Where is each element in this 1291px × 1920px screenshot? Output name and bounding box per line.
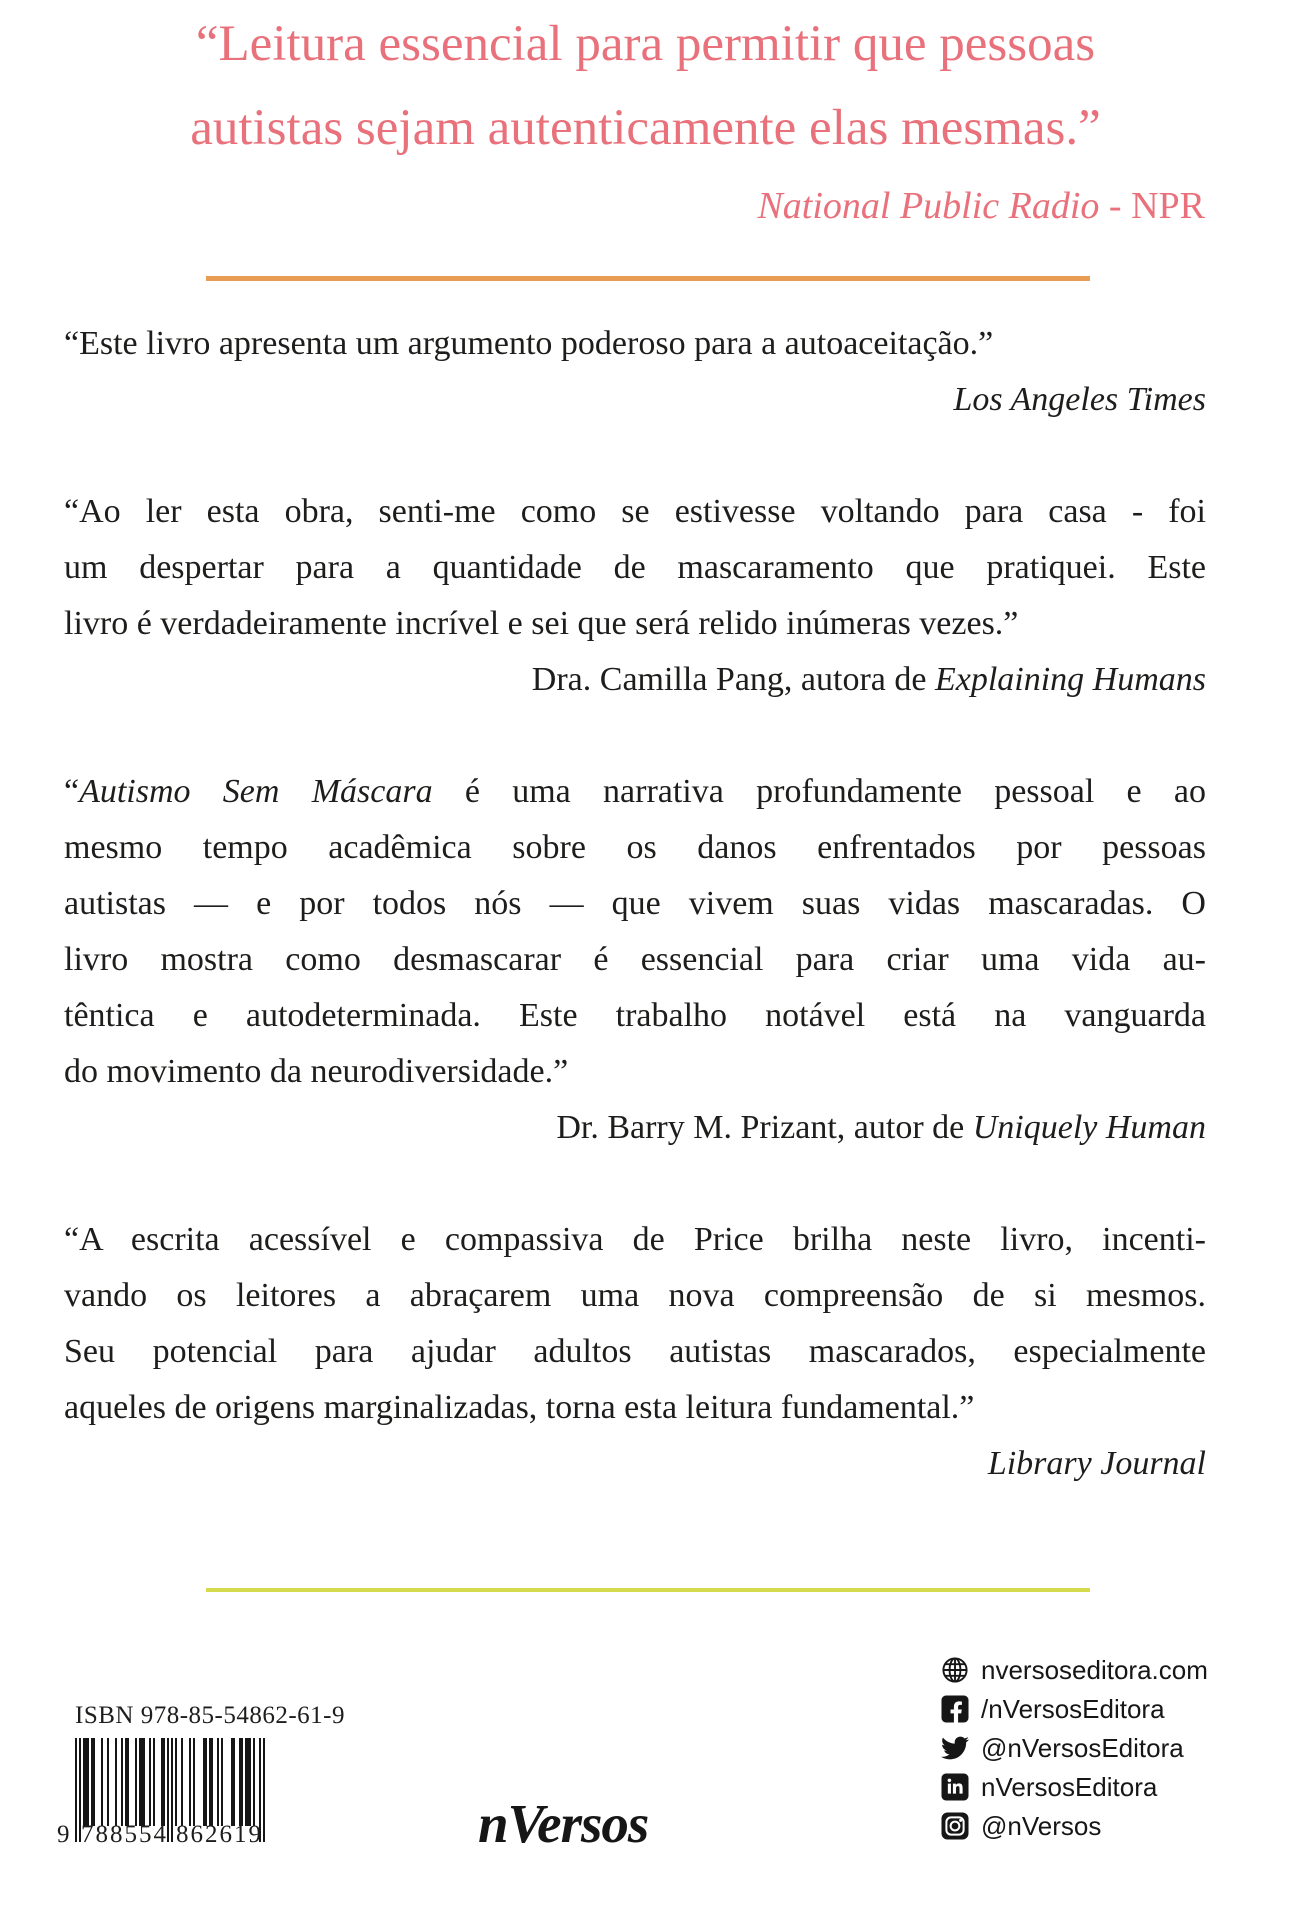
text-line: um despertar para a quantidade de mascaramento que pratiquei. Este (64, 549, 1206, 586)
text-line: autistas sejam autenticamente elas mesmas.” (190, 100, 1101, 156)
text-line: “Ao ler esta obra, senti-me como se estivesse voltando para casa - foi (64, 493, 1206, 530)
quote-text (64, 316, 1206, 372)
social-row-website (941, 1656, 1208, 1684)
isbn-label: ISBN 978-85-54862-61-9 (75, 1702, 346, 1729)
quote-attribution: Dra. Camilla Pang, autora de Explaining Humans (531, 661, 1206, 698)
quote-attribution: Library Journal (987, 1445, 1206, 1482)
barcode-digits (57, 1822, 267, 1848)
facebook-icon (941, 1695, 969, 1723)
text-line: aqueles de origens marginalizadas, torna esta leitura fundamental.” (64, 1389, 975, 1426)
quote-barry-prizant (64, 764, 1206, 1156)
text-line: “Autismo Sem Máscara é uma narrativa profundamente pessoal e ao (64, 773, 1207, 810)
social-label: /nVersosEditora (981, 1694, 1165, 1724)
barcode-digit-group: 9 (57, 1821, 70, 1848)
social-label: @nVersosEditora (981, 1733, 1184, 1763)
quote-attribution: Dr. Barry M. Prizant, autor de Uniquely Human (556, 1109, 1206, 1146)
divider-yellow (206, 1588, 1090, 1592)
publisher-logo: nVersos (478, 1793, 649, 1854)
text-line: “Este livro apresenta um argumento poderoso para a autoaceitação.” (64, 325, 994, 362)
social-row-linkedin (941, 1773, 1208, 1801)
text-line: Seu potencial para ajudar adultos autistas mascarados, especialmente (64, 1333, 1206, 1370)
quote-la-times (64, 316, 1206, 428)
quote-camilla-pang (64, 484, 1206, 708)
social-row-facebook (941, 1695, 1208, 1723)
quote-library-journal (64, 1212, 1206, 1492)
quote-text (64, 1212, 1206, 1436)
quote-attribution: Los Angeles Times (953, 381, 1206, 418)
text-line: vando os leitores a abraçarem uma nova compreensão de si mesmos. (64, 1277, 1206, 1314)
text-line: “Leitura essencial para permitir que pessoas (195, 16, 1096, 72)
social-row-twitter (941, 1734, 1208, 1762)
text-line: livro é verdadeiramente incrível e sei que será relido inúmeras vezes.” (64, 605, 1019, 642)
social-label: nversoseditora.com (981, 1655, 1208, 1685)
quote-text (64, 764, 1206, 1100)
barcode-digit-group: 788554 (81, 1821, 168, 1848)
social-label: nVersosEditora (981, 1772, 1158, 1802)
social-links (941, 1656, 1208, 1851)
globe-icon (941, 1656, 969, 1684)
press-quotes (64, 316, 1206, 1548)
barcode-digit-group: 862619 (176, 1821, 263, 1848)
linkedin-icon (941, 1773, 969, 1801)
headline-attribution: National Public Radio - NPR (757, 185, 1205, 227)
social-row-instagram (941, 1812, 1208, 1840)
twitter-icon (941, 1734, 969, 1762)
social-label: @nVersos (981, 1811, 1102, 1841)
text-line: têntica e autodeterminada. Este trabalho notável está na vanguarda (64, 997, 1206, 1034)
headline-quote (73, 2, 1218, 170)
divider-orange (206, 276, 1090, 281)
barcode (57, 1738, 265, 1848)
text-line: livro mostra como desmascarar é essencial para criar uma vida au- (64, 941, 1206, 978)
quote-text (64, 484, 1206, 652)
text-line: do movimento da neurodiversidade.” (64, 1053, 569, 1090)
instagram-icon (941, 1812, 969, 1840)
isbn-block (57, 1702, 346, 1848)
text-line: “A escrita acessível e compassiva de Price brilha neste livro, incenti- (64, 1221, 1206, 1258)
text-line: mesmo tempo acadêmica sobre os danos enfrentados por pessoas (64, 829, 1206, 866)
text-line: autistas — e por todos nós — que vivem suas vidas mascaradas. O (64, 885, 1206, 922)
